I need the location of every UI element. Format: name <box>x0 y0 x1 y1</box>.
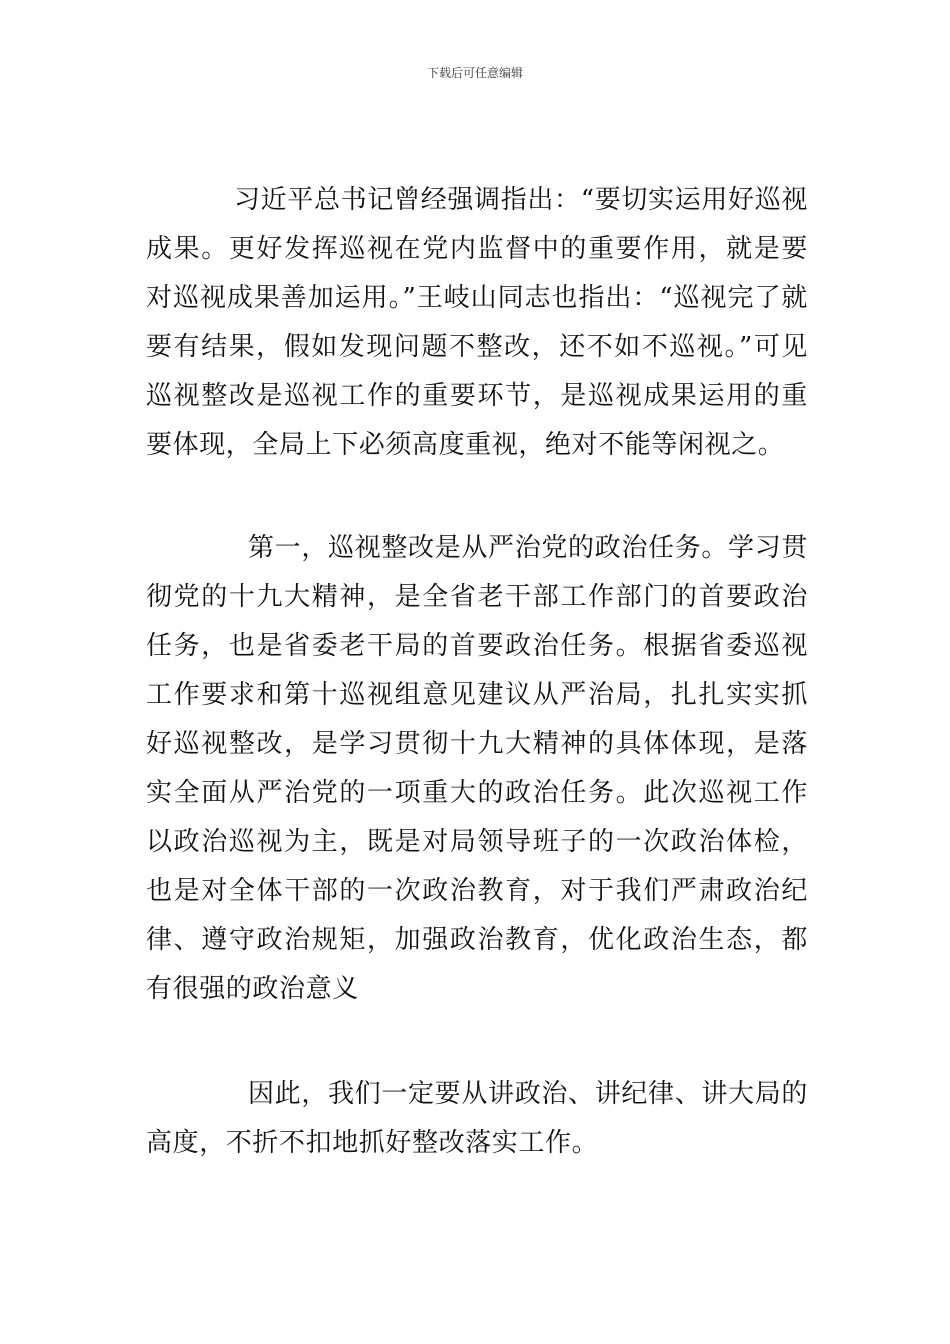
page-header-note: 下载后可任意编辑 <box>426 66 523 80</box>
paragraph-2: 第一，巡视整改是从严治党的政治任务。学习贯彻党的十九大精神，是全省老干部工作部门的首要政治任务，也是省委老干局的首要政治任务。根据省委巡视工作要求和第十巡视组意见建议从严治局，扎扎实实抓好巡视整改，是学习贯彻十九大精神的具体体现，是落实全面从严治党的一项重大的政治任务。此次巡视工作以政治巡视为主，既是对局领导班子的一次政治体检，也是对全体干部的一次政治教育，对于我们严肃政治纪律、遵守政治规矩，加强政治教育，优化政治生态，都有很强的政治意义 <box>146 533 808 1004</box>
paragraph-3: 因此，我们一定要从讲政治、讲纪律、讲大局的高度，不折不扣地抓好整改落实工作。 <box>146 1079 808 1158</box>
paragraph-1: 习近平总书记曾经强调指出：“要切实运用好巡视成果。更好发挥巡视在党内监督中的重要作用，就是要对巡视成果善加运用。”王岐山同志也指出：“巡视完了就要有结果，假如发现问题不整改，还不如不巡视。”可见巡视整改是巡视工作的重要环节，是巡视成果运用的重要体现，全局上下必须高度重视，绝对不能等闲视之。 <box>146 185 808 460</box>
